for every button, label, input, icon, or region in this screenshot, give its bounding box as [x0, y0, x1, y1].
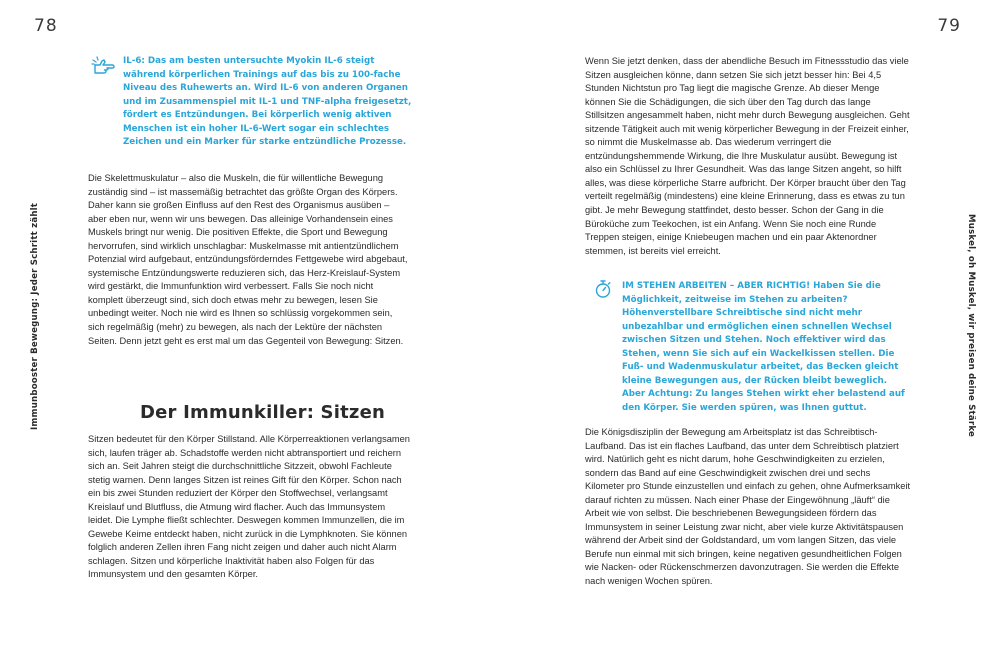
pointing-hand-icon	[91, 56, 117, 81]
section-heading: Der Immunkiller: Sitzen	[140, 402, 385, 423]
running-head-right: Muskel, oh Muskel, wir preisen deine Stärke	[966, 214, 976, 438]
stopwatch-icon	[594, 279, 612, 304]
body-column-left	[88, 172, 410, 348]
il6-info-box: IL-6: Das am besten untersuchte Myokin IL-6 steigt während körperlichen Trainings auf das bis zu 100-fache Niveau des Ruhewerts an. Wird IL-6 von anderen Organen und im Zusammenspiel mit IL-1 und TNF-alpha freigesetzt, fördert es Entzündungen. Bei körperlich wenig aktiven Menschen ist ein hoher IL-6-Wert sogar ein schlechtes Zeichen und ein Marker für starke entzündliche Prozesse.	[123, 56, 412, 147]
page-number-right: 79	[937, 16, 961, 36]
paragraph: Die Skelettmuskulatur – also die Muskeln, die für willentliche Bewegung zuständig sind – ist massemäßig betrachtet das größte Organ des Körpers. Daher kann sie großen Einfluss auf den Rest des Organismus ausüben – aber eben nur, wenn wir uns bewegen. Das alleinige Vorhandensein eines Muskels bringt nur wenig. Die positiven Effekte, die Sport und Bewegung hervorrufen, sind wirklich unschlagbar: Muskelmasse mit antientzündlichem Potenzial wird aufgebaut, entzündungsförderndes Fettgewebe wird abgebaut, systemische Entzündungswerte reduzieren sich, das Herz-Kreislauf-System wird gestärkt, die Immunfunktion wird verbessert. Falls Sie noch nicht komplett überzeugt sind, sich doch etwas mehr zu bewegen, lesen Sie unbedingt weiter. Noch nie wird es Ihnen so schlüssig vorgekommen sein, sich regelmäßig (mehr) zu bewegen, als nach der Lektüre der nächsten Seiten. Denn jetzt geht es erst mal um das Gegenteil von Bewegung: Sitzen.	[88, 173, 408, 346]
paragraph: Sitzen bedeutet für den Körper Stillstand. Alle Körperreaktionen verlangsamen sich, laufen träger ab. Schadstoffe werden nicht abtransportiert und reichern sich an. Seit Jahren steigt die durchschnittliche Sitzzeit, obwohl Fachleute stetig warnen. Denn langes Sitzen ist reines Gift für den Körper. Schon nach ein bis zwei Stunden reduziert der Körper den Stoffwechsel, verlangsamt Kreislauf und Blutfluss, die Atmung wird flacher. Auch das Immunsystem leidet. Die Lymphe fließt schlechter. Deswegen kommen Immunzellen, die im Gewebe Keime entdeckt haben, nicht zurück in die Lymphknoten. Sie können folglich anderen Zellen ihren Fang nicht zeigen und daher auch nicht Alarm schlagen. Sitzen und körperliche Inaktivität haben also Folgen für das Immunsystem und den gesamten Körper.	[88, 434, 410, 580]
body-column-right	[585, 55, 912, 258]
standing-work-tip-box: IM STEHEN ARBEITEN – ABER RICHTIG! Haben Sie die Möglichkeit, zeitweise im Stehen zu arbeiten? Höhenverstellbare Schreibtische sind nicht mehr unbezahlbar und ermöglichen einen schnellen Wechsel zwischen Sitzen und Stehen. Noch effektiver wird das Stehen, wenn Sie sich auf ein Wackelkissen stellen. Die Fuß- und Wadenmuskulatur arbeitet, das Becken gleicht kleine Bewegungen aus, der Rücken bleibt beweglich. Aber Achtung: Zu langes Stehen wirkt eher belastend auf den Körper. Sie werden spüren, was Ihnen guttut.	[622, 281, 905, 413]
paragraph: Die Königsdisziplin der Bewegung am Arbeitsplatz ist das Schreibtisch-Laufband. Das ist ein flaches Laufband, das unter dem Schreibtisch platziert wird. Natürlich geht es nicht darum, hohe Geschwindigkeiten zu erzielen, sondern das Band auf eine Geschwindigkeit zwischen drei und sechs Kilometer pro Stunde einzustellen und einfach zu gehen, ohne Aufmerksamkeit darauf richten zu müssen. Nach einer Phase der Eingewöhnung „läuft“ die Arbeit wie von selbst. Die beschriebenen Bewegungsideen fördern das Immunsystem in seiner Leistung zwar nicht, aber viele kurze Aktivitätspausen während der Arbeit sind der Goldstandard, um vom langen Sitzen, das viele Berufe nun einmal mit sich bringen, keine negativen gesundheitlichen Folgen wie Nacken- oder Rückenschmerzen davonzutragen. Sie werden die Effekte nach wenigen Wochen spüren.	[585, 427, 911, 587]
body-column-right-lower	[585, 426, 912, 589]
body-column-left-lower	[88, 433, 410, 582]
paragraph: Wenn Sie jetzt denken, dass der abendliche Besuch im Fitnessstudio das viele Sitzen ausgleichen könne, dann setzen Sie sich jetzt besser hin: Bei 4,5 Stunden Nichtstun pro Tag liegt die magische Grenze. Ab dieser Menge können Sie die Schädigungen, die sich über den Tag durch das lange Stillsitzen angesammelt haben, nicht mehr durch Bewegung ausgleichen. Geht sitzende Tätigkeit auch mit wenig körperlicher Bewegung in der Freizeit einher, so nimmt die Muskelmasse ab. Das wiederum verringert die entzündungshemmende Wirkung, die Ihre Muskulatur ausübt. Bewegung ist also ein Schlüssel zu Ihrer Gesundheit. Was das lange Sitzen angeht, so hilft alles, was diese körperliche Starre aufbricht. Der Körper braucht über den Tag verteilt regelmäßig (mindestens) eine kleine Erinnerung, dass es etwas zu tun gibt. Je mehr Bewegung stattfindet, desto besser. Schon der Gang in die Büroküche zum Teekochen, ist ein Anfang. Wenn Sie noch eine Runde Treppen steigen, einige Kniebeugen machen und ein paar Aktenordner stemmen, ist bereits viel erreicht.	[585, 56, 910, 256]
running-head-left: Immunbooster Bewegung: Jeder Schritt zählt	[30, 202, 40, 430]
page-number-left: 78	[34, 16, 58, 36]
